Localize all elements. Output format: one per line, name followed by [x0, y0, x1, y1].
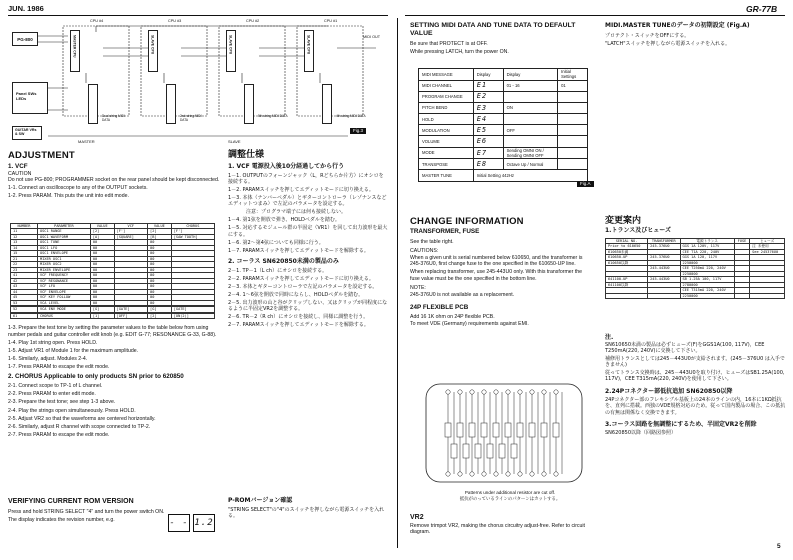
param-cell: VCF FREQUENCY: [37, 273, 90, 278]
cpu4-chip: [70, 30, 80, 72]
fifth-string-label: 5th string MIDI DATA: [258, 114, 288, 118]
transformer-cell: 641100以降: [606, 282, 648, 287]
midi-cell-d3: [558, 125, 588, 136]
change-note-label: NOTE:: [410, 285, 426, 292]
transformer-cell: 2250000: [680, 271, 734, 276]
jp-chorus-title: 2. コーラス SN620850未満の製品のみ: [228, 258, 339, 266]
param-cell: 00: [148, 284, 172, 289]
tf-th-transformer-jp: 電源トランス: [680, 238, 734, 243]
midi-cell-d2: [503, 136, 558, 147]
param-cell: 00: [148, 278, 172, 283]
tf-th-fuse: FUSE: [734, 238, 749, 243]
adjustment-steps: [8, 325, 220, 440]
param-cell: [G]: [90, 307, 114, 312]
rom-text-1: Press and hold STRING SELECT "4" and turn the power switch ON.: [8, 508, 165, 515]
transformer-cell: 注 未使用: [750, 244, 785, 249]
midi-cell-label: HOLD: [419, 114, 474, 125]
param-cell: 00: [148, 300, 172, 305]
change-section: [410, 216, 590, 329]
second-string-label: 2nd string MIDI DATA: [180, 114, 202, 122]
jp-step-1-5: 1－5. 対応するモジュール群の半固定（VR1）を回して出力波形を最大にする。: [228, 225, 388, 238]
jp-adjustment-section: [228, 150, 388, 330]
jp-vr2-text: SN620850以降（回路図参照）: [605, 430, 677, 437]
midi-row: [419, 102, 588, 113]
param-cell: [2]: [148, 229, 172, 234]
param-cell: OSC1 LFO: [37, 245, 90, 250]
dual-string-label: Dual string MIDI DATA: [102, 114, 125, 122]
cpu2-chip: [226, 30, 236, 72]
th-parameter: PARAMETER: [37, 224, 90, 229]
param-cell: [A]: [90, 234, 114, 239]
rom-display-right-text: 1.2: [194, 518, 214, 528]
th-chorus: CHORUS: [171, 224, 214, 229]
jp-midi-setting-line-1: プロテクト・スイッチをOFFにする。: [605, 32, 690, 39]
param-cell: 00: [148, 262, 172, 267]
param-cell: 00: [148, 240, 172, 245]
block-diagram-wires: [8, 18, 383, 146]
param-cell: MIXER ENVELOPE: [37, 267, 90, 272]
param-cell: [G]: [148, 307, 172, 312]
rom-title: VERIFYING CURRENT ROM VERSION: [8, 498, 134, 505]
midi-cell-d3: [558, 91, 588, 102]
cpu4-chip-text: MASTER CPU: [72, 35, 77, 58]
param-cell: VCA ENV MODE: [37, 307, 90, 312]
jp-step-2-3: 2－3. 本体とギターコントローラで左記のパラメータを設定する。: [228, 283, 378, 290]
transformer-row: [606, 293, 785, 298]
step-1-7: 1-7. Press PARAM to escape the edit mode.: [8, 363, 110, 370]
jp-change-subtitle: 1.トランス及びヒューズ: [605, 227, 671, 235]
jp-pcb-title: 2.24Pコネクター部低抗追加 SN620850以降: [605, 387, 733, 395]
chorus-title: 2. CHORUS Applicable to only products SN prior to 620850: [8, 373, 184, 381]
param-cell: 43: [11, 284, 38, 289]
fig3-tag: Fig.3: [350, 128, 366, 134]
param-cell: VCF KEY FOLLOW: [37, 295, 90, 300]
change-subtitle: TRANSFORMER, FUSE: [410, 227, 480, 235]
change-line-4: When replacing transformer, use 245-443U0 only. With this transformer the fuse value must be the one specified in the bottom line.: [410, 269, 583, 282]
change-title: CHANGE INFORMATION: [410, 216, 524, 227]
midi-cell-d1: E1: [473, 80, 503, 91]
jp-note-2: 補修用トランスとしては245－443U0が支給されます。(245－376U0 は入手できません): [605, 355, 785, 369]
param-cell: VCA LEVEL: [37, 300, 90, 305]
midi-cell-d3: [558, 147, 588, 159]
panel-box: Panel SWs LEDs: [12, 82, 48, 114]
param-cell: 11: [11, 229, 38, 234]
rom-display-left: [168, 514, 190, 532]
transformer-table: [605, 238, 785, 299]
step-1-4: 1-4. Play 1st string open. Press HOLD.: [8, 339, 98, 346]
jp-step-2-4: 2－4. 1～6弦を開放で同時にならし、HOLDペダルを踏む。: [228, 291, 364, 298]
midi-th-display-1: Display: [473, 69, 503, 81]
param-cell: 00: [148, 267, 172, 272]
transformer-cell: [606, 293, 648, 298]
param-cell: 00: [90, 284, 114, 289]
param-cell: 42: [11, 278, 38, 283]
jp-pcb-text: 24Pコネクター部のフレキシブル基板上の24本のラインの内，16本に1KΩ抵抗を、直列に搭載。西独のVDE規格対応のため。従って国内製品の場合、この抵抗の有無は関係なく交換できます。: [605, 397, 786, 416]
transformer-cell: 610650以降: [606, 260, 648, 265]
step-2-1: 2-1. Connect scope to TP-1 of L channel.: [8, 383, 103, 390]
midi-row: [419, 170, 588, 181]
param-cell: [2]: [90, 229, 114, 234]
param-cell: 00: [90, 262, 114, 267]
param-cell: 12: [11, 234, 38, 239]
jp-step-2-5: 2－5. 出力波形の山と谷がクリップしない、又はクリップが同程度になるように半固定VR2を調整する。: [228, 299, 388, 313]
jp-step-1-6: 1－6. 第2～第4弦についても同様に行う。: [228, 239, 324, 246]
param-cell: [ON(2)]: [171, 313, 214, 318]
param-cell: 00: [90, 251, 114, 256]
midi-cell-d2: OFF: [503, 125, 558, 136]
step-1-3: 1-3. Prepare the test tone by setting the parameter values to the table below from using number pedals and guitar controller edit knob (e.g. EDIT G-77; RESONANCE G-33, G-88).: [8, 325, 217, 338]
midi-cell-d1: E3: [473, 102, 503, 113]
param-cell: 00: [90, 300, 114, 305]
transformer-cell: [750, 293, 785, 298]
pg800-box: PG-800: [12, 32, 38, 46]
midi-cell-d1: Initial Setting 442Hz: [473, 170, 587, 181]
transformer-cell: 610650未満: [606, 249, 648, 254]
param-cell: 00: [90, 256, 114, 261]
midi-th-display-2: Display: [503, 69, 558, 81]
midi-cell-label: TRANSPOSE: [419, 159, 474, 170]
param-cell: 23: [11, 267, 38, 272]
jp-rom-section: [228, 497, 388, 521]
param-cell: 00: [90, 245, 114, 250]
th-vcf: VCF: [114, 224, 147, 229]
midi-cell-d2: ON: [503, 102, 558, 113]
midi-setting-title: SETTING MIDI DATA AND TUNE DATA TO DEFAULT VALUE: [410, 22, 576, 38]
tf-th-fuse-jp: ヒューズ: [750, 238, 785, 243]
midi-row: [419, 147, 588, 159]
transformer-cell: [734, 293, 749, 298]
param-cell: VCF ENVELOPE: [37, 289, 90, 294]
parameter-table: [10, 223, 215, 319]
transformer-cell: CEE T250mA 220, 240V: [680, 266, 734, 271]
step-2-6: 2-6. Similarly, adjust R channel with scope connected to TP-2.: [8, 423, 151, 430]
param-cell: 00: [90, 289, 114, 294]
midi-table: [418, 68, 588, 182]
guitar-box: GUITAR VRs & SW: [12, 126, 42, 140]
fourth-string-label: 4th string MIDI DATA: [336, 114, 366, 118]
midi-cell-d1: E4: [473, 114, 503, 125]
jp-step-2-1: 2－1. TP－1（L ch）にオシロを接続する。: [228, 267, 328, 274]
jp-step-1-2: 1－2. PARAMスイッチを押してエディットモードに切り換える。: [228, 187, 374, 194]
midi-cell-d2: [503, 91, 558, 102]
midi-cell-d3: [558, 136, 588, 147]
transformer-cell: See 245376U0: [750, 249, 785, 254]
midi-cell-d1: E5: [473, 125, 503, 136]
th-value-chorus: VALUE: [148, 224, 172, 229]
param-cell: [SAW TOOTH]: [171, 234, 214, 239]
transformer-cell: 245-376U0: [648, 244, 680, 249]
jp-vcf-title: 1. VCF 電源投入後10分経過してから行う: [228, 163, 345, 171]
param-cell: 00: [148, 251, 172, 256]
param-cell: OSC1 RANGE: [37, 229, 90, 234]
jp-notes-section: [605, 334, 787, 438]
caution-label: CAUTION: [8, 170, 32, 177]
vr2-title: VR2: [410, 514, 424, 521]
jp-midi-setting-title: MIDI.MASTER TUNEのデータの初期設定 (Fig.A): [605, 22, 750, 29]
midi-cell-d3: [558, 102, 588, 113]
param-cell: 00: [148, 256, 172, 261]
param-cell: 41: [11, 273, 38, 278]
pcb-line-2: To meet VDE (Germany) requirements against EMI.: [410, 320, 529, 327]
transformer-cell: Prior to 610650: [606, 244, 648, 249]
transformer-cell: 2250000: [680, 293, 734, 298]
midi-cell-label: PROGRAM CHANGE: [419, 91, 474, 102]
pcb-caption-jp: 抵抗がのっているラインのパターンはカットする。: [459, 497, 561, 502]
jp-vr2-title: 3.コーラス回路を無調整にするため、半固定VR2を削除: [605, 420, 757, 428]
param-cell: 44: [11, 289, 38, 294]
param-cell: 52: [11, 307, 38, 312]
jp-step-1-4: 1－4. 第1弦を開放で弾き、HOLDペダルを踏む。: [228, 217, 340, 224]
midi-cell-d2: Sending OMNI ON / Sending OMNI OFF: [503, 147, 558, 159]
midi-row: [419, 80, 588, 91]
jp-change-section: [605, 216, 785, 299]
jp-step-2-2: 2－2. PARAMスイッチを押してエディットモードに切り換える。: [228, 275, 374, 282]
param-cell: 21: [11, 256, 38, 261]
midi-cell-d3: 01: [558, 80, 588, 91]
param-cell: 00: [148, 295, 172, 300]
param-cell: [OFF]: [114, 313, 147, 318]
midi-cell-d1: E8: [473, 159, 503, 170]
param-cell: 00: [90, 240, 114, 245]
cpu2-chip-text: SLAVE CPU: [228, 35, 233, 55]
param-cell: 53: [11, 300, 38, 305]
midi-row: [419, 159, 588, 170]
param-cell: 14: [11, 245, 38, 250]
th-value-vcf: VALUE: [90, 224, 114, 229]
th-number: NUMBER: [11, 224, 38, 229]
jp-step-1-7: 1－7. PARAMスイッチを押してエディットモードを解除する。: [228, 247, 369, 254]
midi-cell-label: PITCH BEND: [419, 102, 474, 113]
cpu1-chip: [304, 30, 314, 72]
adjustment-title: ADJUSTMENT: [8, 150, 75, 161]
param-cell: MIXER OSC2: [37, 262, 90, 267]
block-diagram: [8, 18, 383, 146]
adjustment-section: [8, 150, 220, 202]
param-cell: 00: [90, 267, 114, 272]
param-cell: VCF RESONANCE: [37, 278, 90, 283]
header-rule-left: [8, 15, 388, 16]
param-cell: [2]: [148, 313, 172, 318]
midi-table-wrap: [418, 68, 588, 182]
change-note-text: 245-376U0 is not available as a replacement.: [410, 291, 515, 298]
param-cell: OSC1 ENVELOPE: [37, 251, 90, 256]
transformer-table-body: [606, 244, 785, 299]
latch2-chip: [244, 84, 254, 124]
jp-adjustment-title: 調整仕様: [228, 150, 265, 160]
jp-step-1-3: 1－3. 本体（ナンバーペダル）とギターコントローラ（レゾナンスなどエディットつまみ）で左記のパラメータを設定する。: [228, 195, 387, 208]
step-1-2: 1-2. Press PARAM. This puts the unit into edit mode.: [8, 193, 129, 200]
jp-note-1: SN610650未満の製品は必ずヒューズ(F)をGGS1A(100, 117V)，CEE T250mA(220, 240V)に交換して下さい。: [605, 341, 765, 354]
transformer-cell: 641100-UP: [606, 277, 648, 282]
rom-display-right: [193, 514, 215, 532]
jp-rom-title: P-ROMバージョン確認: [228, 497, 293, 504]
param-cell: [1]: [90, 313, 114, 318]
midi-th-initial: Initial Settings: [558, 69, 588, 81]
figA-tag: Fig.A: [577, 181, 594, 187]
midi-row: [419, 91, 588, 102]
jp-midi-setting-line-2: "LATCH"スイッチを押しながら電源スイッチを入れる。: [605, 40, 731, 47]
midi-cell-d3: [558, 114, 588, 125]
midi-cell-d2: [503, 114, 558, 125]
midi-cell-label: MODE: [419, 147, 474, 159]
midi-row: [419, 136, 588, 147]
jp-step-1-1: 1－1. OUTPUTのフォーンジャック（L，Rどちらか片方）にオシロを接続する。: [228, 172, 384, 185]
caution-text: Do not use PG-800; PROGRAMMER socket on the rear panel should be kept disconnected.: [8, 177, 220, 184]
param-cell: OSC1 WAVEFORM: [37, 234, 90, 239]
transformer-cell: SB 1.25A 100, 117V: [680, 277, 734, 282]
midi-cell-d2: Octave Up / Normal: [503, 159, 558, 170]
midi-row: [419, 125, 588, 136]
param-cell: 22: [11, 262, 38, 267]
jp-note-3: 従ってトランス交換時は、245－443U0を取り付け、ヒューズはSB1.25A(100, 117V)，CEE T315mA(220, 240V)を使用して下さい。: [605, 370, 785, 383]
param-cell: [B]: [148, 234, 172, 239]
step-2-7: 2-7. Press PARAM to escape the edit mode.: [8, 431, 110, 438]
midi-cell-d3: [558, 159, 588, 170]
transformer-cell: GGS 1A 120V, 117V: [680, 244, 734, 249]
latch4-chip: [88, 84, 98, 124]
midi-table-header: [419, 69, 588, 81]
param-cell: OSC1 TUNE: [37, 240, 90, 245]
param-cell: 00: [90, 273, 114, 278]
header-rule-right: [405, 15, 785, 16]
param-cell: CHORUS: [37, 313, 90, 318]
tf-th-serial: SERIAL NO.: [606, 238, 648, 243]
step-2-3: 2-3. Prepare the test tone; see step 1-3 above.: [8, 399, 116, 406]
cpu3-label: CPU #3: [168, 19, 182, 23]
jp-change-title: 変更案内: [605, 216, 642, 226]
param-cell: 61: [11, 313, 38, 318]
column-divider: [397, 18, 398, 548]
jp-midi-setting-section: [605, 22, 785, 49]
flex-pcb-drawing: [418, 378, 590, 488]
model-name: GR-77B: [746, 4, 778, 14]
slave-label: SLAVE: [228, 139, 241, 144]
midi-th-message: MIDI MESSAGE: [419, 69, 474, 81]
midi-out-label: MIDI OUT: [363, 35, 381, 39]
transformer-row: [606, 244, 785, 249]
param-cell: 00: [90, 295, 114, 300]
midi-cell-label: MODULATION: [419, 125, 474, 136]
cpu3-chip-text: SLAVE CPU: [150, 35, 155, 55]
step-1-1: 1-1. Connect an oscilloscope to any of the OUTPUT sockets.: [8, 185, 148, 192]
midi-cell-label: MIDI CHANNEL: [419, 80, 474, 91]
midi-cell-d2: 01 - 16: [503, 80, 558, 91]
rom-text-2: The display indicates the revision number, e.g.: [8, 516, 115, 523]
vcf-title: 1. VCF: [8, 162, 28, 170]
midi-table-body: [419, 80, 588, 181]
param-cell: [F']: [114, 229, 147, 234]
midi-cell-d1: E6: [473, 136, 503, 147]
param-cell: [GATE]: [114, 307, 147, 312]
midi-cell-label: VOLUME: [419, 136, 474, 147]
param-cell: 00: [148, 273, 172, 278]
step-2-4: 2-4. Play the strings open simultaneously. Press HOLD.: [8, 407, 136, 414]
pcb-caption: Patterns under additional resistor are cut off.: [464, 490, 556, 495]
parameter-table-wrap: [10, 223, 215, 319]
jp-rom-text: "STRING SELECT"の"4"のスイッチを押しながら電源スイッチを入れる。: [228, 506, 385, 519]
midi-setting-line-1: Be sure that PROTECT is at OFF.: [410, 40, 488, 47]
vr2-section: [410, 514, 592, 537]
cpu4-label: CPU #4: [90, 19, 104, 23]
transformer-cell: CEE T315mA 220, 240V: [680, 288, 734, 293]
param-cell: 15: [11, 251, 38, 256]
param-cell: 00: [90, 278, 114, 283]
param-cell: [SQUARE]: [114, 234, 147, 239]
parameter-table-body: [11, 229, 215, 319]
pcb-title: 24P FLEXIBLE PCB: [410, 304, 469, 312]
transformer-cell: 245-443U0: [648, 277, 680, 282]
transformer-cell: 610650-UP: [606, 255, 648, 260]
midi-setting-line-2: While pressing LATCH, turn the power ON.: [410, 49, 509, 56]
param-row: [11, 313, 215, 318]
master-label: MASTER: [78, 139, 95, 144]
midi-cell-label: MASTER TUNE: [419, 170, 474, 181]
midi-cell-d1: E7: [473, 147, 503, 159]
transformer-cell: 2780000: [680, 282, 734, 287]
param-cell: VCF LFO: [37, 284, 90, 289]
transformer-cell: 245-376U0: [648, 255, 680, 260]
transformer-cell: [648, 293, 680, 298]
transformer-cell: 245-443U0: [648, 266, 680, 271]
param-cell: 00: [148, 245, 172, 250]
vr2-line: Remove trimpot VR2, making the chorus circuitry adjust-free. Refer to circuit diagram.: [410, 522, 585, 536]
change-line-3: When a given unit is serial numbered below 610650, and the transformer is 245-376U0, first change fuse to the one specified in the 610650-UP line.: [410, 254, 583, 268]
cpu1-chip-text: SLAVE CPU: [306, 35, 311, 55]
jp-note-title: 注.: [605, 334, 614, 341]
jp-caution: 注意：プログラマ端子には何も接続しない。: [246, 209, 347, 216]
tf-th-transformer: TRANSFORMER: [648, 238, 680, 243]
step-2-5: 2-5. Adjust VR2 so that the waveforms are centered horizontally.: [8, 415, 156, 422]
cpu2-label: CPU #2: [246, 19, 260, 23]
transformer-cell: CEE T1A 220, 240V: [680, 249, 734, 254]
issue-date: JUN. 1986: [8, 4, 44, 13]
latch3-chip: [166, 84, 176, 124]
rom-display-left-text: - -: [169, 518, 189, 528]
param-cell: MIXER OSC1: [37, 256, 90, 261]
flex-pcb-svg: [418, 378, 590, 488]
step-2-2: 2-2. Press PARAM to enter edit mode.: [8, 391, 96, 398]
transformer-cell: GGS 1A 120, 117V: [680, 255, 734, 260]
jp-step-2-7: 2－7. PARAMスイッチを押してエディットモードを解除する。: [228, 322, 369, 329]
param-cell: 45: [11, 295, 38, 300]
param-cell: [GATE]: [171, 307, 214, 312]
latch1-chip: [322, 84, 332, 124]
cpu1-label: CPU #1: [324, 19, 338, 23]
cpu3-chip: [148, 30, 158, 72]
midi-setting-section: [410, 22, 590, 57]
change-cautions-label: CAUTIONS:: [410, 248, 439, 255]
param-cell: [F']: [171, 229, 214, 234]
transformer-cell: 2250000: [680, 260, 734, 265]
page-number: 5: [777, 543, 781, 550]
param-cell: 00: [148, 289, 172, 294]
change-line-1: See the table right.: [410, 238, 454, 245]
midi-cell-d1: E2: [473, 91, 503, 102]
midi-row: [419, 114, 588, 125]
step-1-5: 1-5. Adjust VR1 of Module 1 for the maximum amplitude.: [8, 347, 139, 354]
pcb-line-1: Add 16 1K ohm on 24P flexible PCB.: [410, 314, 495, 321]
jp-step-2-6: 2－6. TR－2（R ch）にオシロを接続し、同様に調整を行う。: [228, 314, 369, 321]
step-1-6: 1-6. Similarly, adjust. Modules 2-4.: [8, 355, 88, 362]
param-cell: 13: [11, 240, 38, 245]
